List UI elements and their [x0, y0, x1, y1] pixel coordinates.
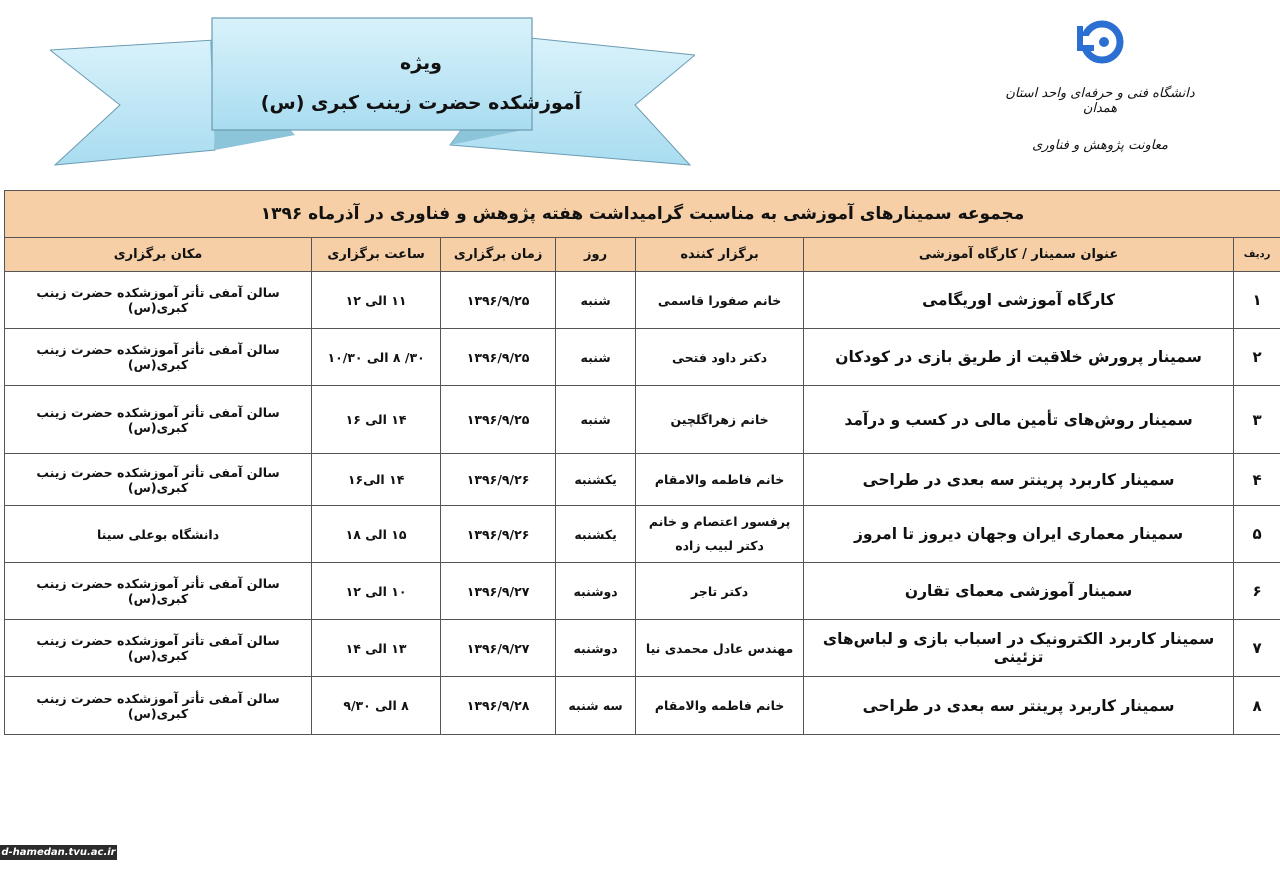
row-num: ۴ [1234, 454, 1280, 506]
row-place: سالن آمفی تأتر آموزشکده حضرت زینب کبری(س) [5, 329, 312, 386]
department-name: معاونت پژوهش و فناوری [1032, 138, 1168, 153]
ribbon-line-1: ویژه [400, 52, 442, 74]
row-presenter: پرفسور اعتصام و خانم دکتر لبیب زاده [636, 506, 804, 563]
row-presenter: خانم زهراگلچین [636, 386, 804, 454]
header-date: زمان برگزاری [441, 238, 556, 272]
row-title: سمینار پرورش خلاقیت از طریق بازی در کودکان [804, 329, 1234, 386]
row-presenter: خانم فاطمه والامقام [636, 454, 804, 506]
row-day: یکشنبه [556, 454, 636, 506]
row-date: ۱۳۹۶/۹/۲۵ [441, 329, 556, 386]
header-day: روز [556, 238, 636, 272]
header-title: عنوان سمینار / کارگاه آموزشی [804, 238, 1234, 272]
table-row [5, 563, 1280, 620]
row-place: سالن آمفی تأتر آموزشکده حضرت زینب کبری(س) [5, 620, 312, 677]
row-time: ۱۴ الی ۱۶ [312, 386, 441, 454]
row-num: ۷ [1234, 620, 1280, 677]
header-num: ردیف [1234, 238, 1280, 272]
row-day: دوشنبه [556, 620, 636, 677]
university-name: دانشگاه فنی و حرفه‌ای واحد استان همدان [1005, 86, 1195, 116]
row-title: کارگاه آموزشی اوریگامی [804, 272, 1234, 329]
row-time: ۱۴ الی۱۶ [312, 454, 441, 506]
table-title: مجموعه سمینارهای آموزشی به مناسبت گرامیداشت هفته پژوهش و فناوری در آذرماه ۱۳۹۶ [5, 191, 1280, 238]
row-date: ۱۳۹۶/۹/۲۶ [441, 454, 556, 506]
row-date: ۱۳۹۶/۹/۲۷ [441, 620, 556, 677]
row-presenter: دکتر داود فتحی [636, 329, 804, 386]
row-place: سالن آمفی تأتر آموزشکده حضرت زینب کبری(س) [5, 272, 312, 329]
row-time: ۱۵ الی ۱۸ [312, 506, 441, 563]
table-row [5, 272, 1280, 329]
row-date: ۱۳۹۶/۹/۲۵ [441, 386, 556, 454]
row-place: سالن آمفی تأتر آموزشکده حضرت زینب کبری(س) [5, 386, 312, 454]
row-day: یکشنبه [556, 506, 636, 563]
university-logo-icon [1070, 12, 1130, 72]
row-title: سمینار معماری ایران وجهان دیروز تا امروز [804, 506, 1234, 563]
header-time: ساعت برگزاری [312, 238, 441, 272]
header-place: مکان برگزاری [5, 238, 312, 272]
row-presenter: خانم فاطمه والامقام [636, 677, 804, 735]
row-presenter: خانم صفورا قاسمی [636, 272, 804, 329]
row-time: ۱۰ الی ۱۲ [312, 563, 441, 620]
table-row [5, 677, 1280, 735]
row-title: سمینار کاربرد پرینتر سه بعدی در طراحی [804, 454, 1234, 506]
row-place: سالن آمفی تأتر آموزشکده حضرت زینب کبری(س) [5, 563, 312, 620]
row-place: سالن آمفی تأتر آموزشکده حضرت زینب کبری(س) [5, 677, 312, 735]
row-place: دانشگاه بوعلی سینا [5, 506, 312, 563]
row-day: شنبه [556, 329, 636, 386]
row-title: سمینار روش‌های تأمین مالی در کسب و درآمد [804, 386, 1234, 454]
row-num: ۶ [1234, 563, 1280, 620]
table-row [5, 620, 1280, 677]
row-day: شنبه [556, 272, 636, 329]
row-num: ۳ [1234, 386, 1280, 454]
table-row [5, 506, 1280, 563]
footer-website-url[interactable]: d-hamedan.tvu.ac.ir [1, 847, 116, 858]
row-title: سمینار کاربرد الکترونیک در اسباب بازی و لباس‌های تزئینی [804, 620, 1234, 677]
table-row [5, 329, 1280, 386]
table-header-row [5, 238, 1280, 272]
row-presenter: دکتر تاجر [636, 563, 804, 620]
seminar-schedule-table [4, 190, 1280, 735]
row-date: ۱۳۹۶/۹/۲۸ [441, 677, 556, 735]
table-row [5, 454, 1280, 506]
header-presenter: برگزار کننده [636, 238, 804, 272]
row-presenter: مهندس عادل محمدی نیا [636, 620, 804, 677]
university-logo-block [1005, 12, 1195, 172]
row-time: ۳۰/ ۸ الی ۱۰/۳۰ [312, 329, 441, 386]
row-num: ۸ [1234, 677, 1280, 735]
row-num: ۱ [1234, 272, 1280, 329]
row-title: سمینار آموزشی معمای تقارن [804, 563, 1234, 620]
row-time: ۸ الی ۹/۳۰ [312, 677, 441, 735]
row-date: ۱۳۹۶/۹/۲۵ [441, 272, 556, 329]
row-day: سه شنبه [556, 677, 636, 735]
title-ribbon [50, 10, 695, 170]
ribbon-text [260, 28, 582, 138]
row-day: شنبه [556, 386, 636, 454]
row-title: سمینار کاربرد پرینتر سه بعدی در طراحی [804, 677, 1234, 735]
row-date: ۱۳۹۶/۹/۲۷ [441, 563, 556, 620]
row-place: سالن آمفی تأتر آموزشکده حضرت زینب کبری(س) [5, 454, 312, 506]
row-num: ۵ [1234, 506, 1280, 563]
row-time: ۱۳ الی ۱۴ [312, 620, 441, 677]
row-num: ۲ [1234, 329, 1280, 386]
row-time: ۱۱ الی ۱۲ [312, 272, 441, 329]
row-date: ۱۳۹۶/۹/۲۶ [441, 506, 556, 563]
row-day: دوشنبه [556, 563, 636, 620]
ribbon-line-2: آموزشکده حضرت زینب کبری (س) [260, 92, 582, 114]
table-row [5, 386, 1280, 454]
